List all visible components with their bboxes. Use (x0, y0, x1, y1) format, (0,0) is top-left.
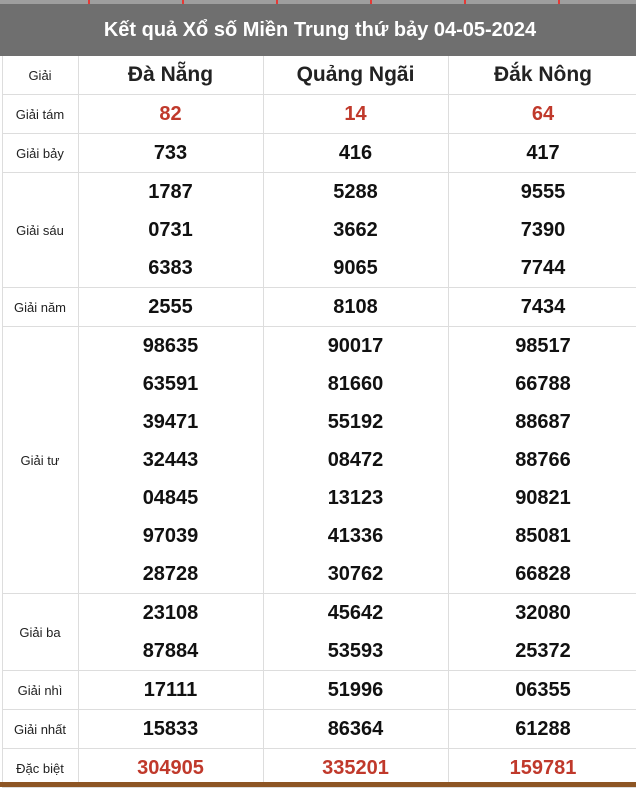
prize-cell (78, 173, 263, 288)
prize-number: 6383 (79, 249, 263, 287)
prize-row (2, 327, 636, 594)
prize-cell (78, 288, 263, 327)
prize-number: 88687 (449, 403, 636, 441)
prize-number: 39471 (79, 403, 263, 441)
prize-number: 81660 (264, 365, 448, 403)
prize-number: 53593 (264, 632, 448, 670)
prize-cell (263, 288, 448, 327)
prize-row (2, 594, 636, 671)
prize-number: 66788 (449, 365, 636, 403)
prize-number: 32443 (79, 441, 263, 479)
prize-number: 9065 (264, 249, 448, 287)
prize-number: 7744 (449, 249, 636, 287)
prize-cell (263, 671, 448, 710)
prize-number: 85081 (449, 517, 636, 555)
province-header-quang-ngai: Quảng Ngãi (263, 54, 448, 95)
prize-number: 87884 (79, 632, 263, 670)
prize-cell (263, 327, 448, 594)
prize-cell (448, 95, 636, 134)
prize-number: 3662 (264, 211, 448, 249)
prize-cell (448, 594, 636, 671)
prize-column-header: Giải (2, 54, 78, 95)
prize-row (2, 671, 636, 710)
prize-cell (448, 671, 636, 710)
prize-number: 98517 (449, 327, 636, 365)
prize-label: Giải nhất (2, 710, 78, 749)
prize-cell (263, 95, 448, 134)
prize-number: 64 (449, 95, 636, 133)
prize-number: 304905 (79, 749, 263, 787)
prize-label: Giải nhì (2, 671, 78, 710)
prize-number: 7434 (449, 288, 636, 326)
prize-cell (263, 710, 448, 749)
prize-number: 159781 (449, 749, 636, 787)
prize-number: 51996 (264, 671, 448, 709)
prize-cell (448, 134, 636, 173)
prize-number: 32080 (449, 594, 636, 632)
bottom-bar (0, 782, 636, 787)
prize-number: 41336 (264, 517, 448, 555)
prize-label: Giải tám (2, 95, 78, 134)
prize-cell (78, 134, 263, 173)
results-table (0, 4, 636, 788)
prize-cell (78, 95, 263, 134)
page-title: Kết quả Xổ số Miền Trung thứ bảy 04-05-2024 (2, 6, 636, 54)
prize-number: 7390 (449, 211, 636, 249)
prize-number: 9555 (449, 173, 636, 211)
prize-number: 25372 (449, 632, 636, 670)
prize-cell (78, 710, 263, 749)
prize-number: 06355 (449, 671, 636, 709)
prize-number: 15833 (79, 710, 263, 748)
prize-number: 8108 (264, 288, 448, 326)
prize-label: Đặc biệt (2, 749, 78, 788)
prize-row (2, 710, 636, 749)
province-header-dak-nong: Đắk Nông (448, 54, 636, 95)
province-header-da-nang: Đà Nẵng (78, 54, 263, 95)
prize-number: 0731 (79, 211, 263, 249)
prize-label: Giải bảy (2, 134, 78, 173)
prize-row (2, 134, 636, 173)
prize-cell (448, 173, 636, 288)
prize-cell (78, 671, 263, 710)
prize-number: 98635 (79, 327, 263, 365)
prize-number: 55192 (264, 403, 448, 441)
prize-number: 97039 (79, 517, 263, 555)
prize-number: 88766 (449, 441, 636, 479)
prize-number: 45642 (264, 594, 448, 632)
prize-label: Giải năm (2, 288, 78, 327)
prize-number: 17111 (79, 671, 263, 709)
prize-cell (263, 173, 448, 288)
prize-row (2, 288, 636, 327)
prize-cell (263, 134, 448, 173)
prize-label: Giải sáu (2, 173, 78, 288)
prize-rows (2, 95, 636, 788)
prize-number: 04845 (79, 479, 263, 517)
prize-number: 90017 (264, 327, 448, 365)
prize-number: 14 (264, 95, 448, 133)
prize-cell (448, 288, 636, 327)
prize-row (2, 173, 636, 288)
prize-number: 733 (79, 134, 263, 172)
prize-number: 86364 (264, 710, 448, 748)
prize-cell (263, 594, 448, 671)
prize-number: 08472 (264, 441, 448, 479)
prize-number: 63591 (79, 365, 263, 403)
prize-number: 66828 (449, 555, 636, 593)
results-container (0, 4, 636, 788)
prize-number: 416 (264, 134, 448, 172)
prize-row (2, 95, 636, 134)
prize-number: 335201 (264, 749, 448, 787)
prize-number: 5288 (264, 173, 448, 211)
prize-cell (448, 327, 636, 594)
prize-number: 61288 (449, 710, 636, 748)
prize-number: 30762 (264, 555, 448, 593)
prize-number: 13123 (264, 479, 448, 517)
prize-number: 417 (449, 134, 636, 172)
prize-number: 28728 (79, 555, 263, 593)
prize-cell (78, 594, 263, 671)
prize-number: 2555 (79, 288, 263, 326)
prize-label: Giải tư (2, 327, 78, 594)
prize-label: Giải ba (2, 594, 78, 671)
prize-cell (78, 327, 263, 594)
prize-number: 23108 (79, 594, 263, 632)
prize-cell (448, 710, 636, 749)
prize-number: 1787 (79, 173, 263, 211)
prize-number: 82 (79, 95, 263, 133)
prize-number: 90821 (449, 479, 636, 517)
